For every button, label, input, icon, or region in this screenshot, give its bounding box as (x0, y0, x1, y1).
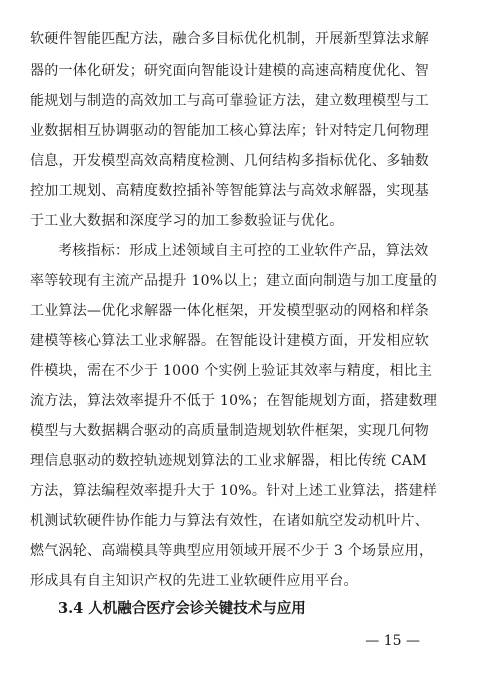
text-line: 机测试软硬件协作能力与算法有效性，在诸如航空发动机叶片、 (30, 513, 429, 529)
text-line: 工业算法—优化求解器一体化框架，开发模型驱动的网格和样条 (30, 303, 429, 319)
text-line: 器的一体化研发；研究面向智能设计建模的高速高精度优化、智 (30, 63, 429, 79)
text-line: 件模块，需在不少于 1000 个实例上验证其效率与精度，相比主 (30, 363, 433, 379)
text-line: 模型与大数据耦合驱动的高质量制造规划软件框架，实现几何物 (30, 423, 429, 439)
text-line: 建模等核心算法工业求解器。在智能设计建模方面，开发相应软 (30, 333, 429, 349)
text-line: 形成具有自主知识产权的先进工业软硬件应用平台。 (30, 573, 358, 589)
text-line: 能规划与制造的高效加工与高可靠验证方法，建立数理模型与工 (30, 93, 429, 109)
text-line: 业数据相互协调驱动的智能加工核心算法库；针对特定几何物理 (30, 123, 429, 139)
text-line: 于工业大数据和深度学习的加工参数验证与优化。 (30, 213, 344, 229)
text-line: 考核指标：形成上述领域自主可控的工业软件产品，算法效 (58, 243, 429, 259)
text-line: 软硬件智能匹配方法，融合多目标优化机制，开展新型算法求解 (30, 31, 429, 47)
text-line: 控加工规划、高精度数控插补等智能算法与高效求解器，实现基 (30, 183, 429, 199)
text-line: 理信息驱动的数控轨迹规划算法的工业求解器，相比传统 CAM (30, 453, 427, 469)
text-line: 方法，算法编程效率提升大于 10%。针对上述工业算法，搭建样 (30, 483, 438, 499)
page-number: — 15 — (365, 633, 420, 649)
text-line: 流方法，算法效率提升不低于 10%；在智能规划方面，搭建数理 (30, 393, 438, 409)
text-line: 率等较现有主流产品提升 10%以上；建立面向制造与加工度量的 (30, 273, 438, 289)
text-line: 信息，开发模型高效高精度检测、几何结构多指标优化、多轴数 (30, 153, 429, 169)
section-heading: 3.4 人机融合医疗会诊关键技术与应用 (58, 600, 306, 617)
text-line: 燃气涡轮、高端模具等典型应用领域开展不少于 3 个场景应用， (30, 543, 434, 559)
